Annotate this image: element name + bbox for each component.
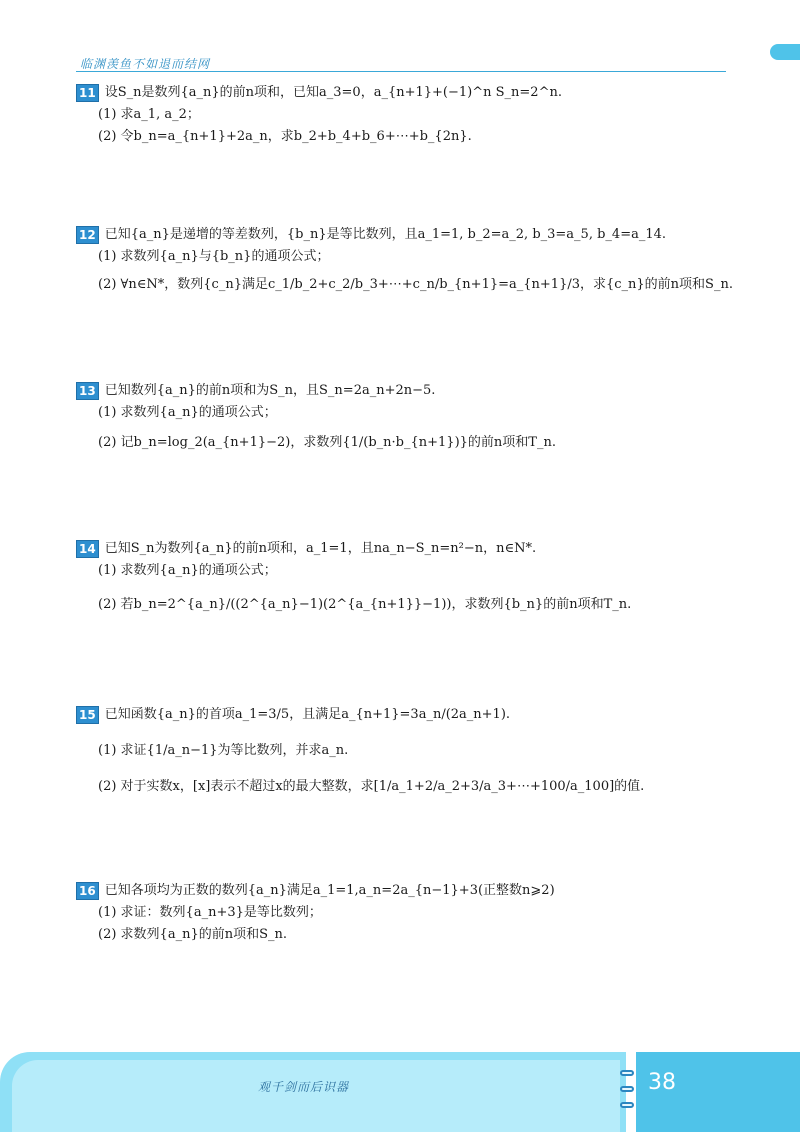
problem-number-badge: 15 bbox=[76, 706, 99, 724]
problem-text: 已知数列{a_n}的前n项和为S_n，且S_n=2a_n+2n−5. bbox=[104, 383, 436, 398]
problem-part bbox=[76, 902, 736, 924]
part-text: (1) 求数列{a_n}的通项公式； bbox=[98, 563, 277, 578]
problem-part bbox=[76, 560, 736, 582]
part-text: (2) ∀n∈N*，数列{c_n}满足c_1/b_2+c_2/b_3+⋯+c_n/b_{n+1}=a_{n+1}/3，求{c_n}的前n项和S_n. bbox=[98, 277, 733, 292]
footer-panel bbox=[12, 1060, 620, 1132]
part-text: (1) 求证{1/a_n−1}为等比数列，并求a_n. bbox=[98, 743, 349, 758]
problem-13 bbox=[76, 380, 736, 454]
binding-ring-icon bbox=[620, 1086, 634, 1092]
problem-part bbox=[76, 432, 736, 454]
problem-16 bbox=[76, 880, 736, 946]
problem-stem bbox=[76, 82, 736, 104]
problem-stem bbox=[76, 538, 736, 560]
problem-part bbox=[76, 104, 736, 126]
problem-14 bbox=[76, 538, 736, 616]
problem-stem bbox=[76, 380, 736, 402]
problem-part bbox=[76, 246, 736, 268]
problem-stem bbox=[76, 880, 736, 902]
problem-text: 已知各项均为正数的数列{a_n}满足a_1=1,a_n=2a_{n−1}+3(正整数n⩾2) bbox=[104, 883, 555, 898]
part-text: (2) 记b_n=log_2(a_{n+1}−2)，求数列{1/(b_n·b_{n+1})}的前n项和T_n. bbox=[98, 435, 556, 450]
header-title: 临渊羡鱼不如退而结网 bbox=[80, 57, 211, 71]
problem-number-badge: 14 bbox=[76, 540, 99, 558]
page-number: 38 bbox=[648, 1070, 676, 1095]
header-rule bbox=[76, 71, 726, 72]
problem-text: 已知函数{a_n}的首项a_1=3/5，且满足a_{n+1}=3a_n/(2a_n+1). bbox=[104, 707, 511, 722]
part-text: (1) 求a_1, a_2； bbox=[98, 107, 200, 122]
problem-part bbox=[76, 402, 736, 424]
part-text: (1) 求证：数列{a_n+3}是等比数列； bbox=[98, 905, 322, 920]
problem-number-badge: 12 bbox=[76, 226, 99, 244]
problem-number-badge: 16 bbox=[76, 882, 99, 900]
footer-motto: 观千剑而后识器 bbox=[258, 1080, 350, 1094]
problem-number-badge: 11 bbox=[76, 84, 99, 102]
problem-12 bbox=[76, 224, 736, 296]
problem-stem bbox=[76, 224, 736, 246]
corner-tab bbox=[770, 44, 800, 60]
problem-text: 已知{a_n}是递增的等差数列，{b_n}是等比数列，且a_1=1, b_2=a_2, b_3=a_5, b_4=a_14. bbox=[104, 227, 667, 242]
part-text: (2) 若b_n=2^{a_n}/((2^{a_n}−1)(2^{a_{n+1}}−1))，求数列{b_n}的前n项和T_n. bbox=[98, 597, 632, 612]
part-text: (2) 求数列{a_n}的前n项和S_n. bbox=[98, 927, 287, 942]
problem-number-badge: 13 bbox=[76, 382, 99, 400]
problem-text: 已知S_n为数列{a_n}的前n项和，a_1=1，且na_n−S_n=n²−n，n∈N*. bbox=[104, 541, 537, 556]
problem-text: 设S_n是数列{a_n}的前n项和，已知a_3=0，a_{n+1}+(−1)^n S_n=2^n. bbox=[104, 85, 562, 100]
part-text: (2) 对于实数x，[x]表示不超过x的最大整数，求[1/a_1+2/a_2+3/a_3+⋯+100/a_100]的值. bbox=[98, 779, 645, 794]
problem-stem bbox=[76, 704, 736, 726]
problem-part bbox=[76, 776, 736, 798]
binding-ring-icon bbox=[620, 1070, 634, 1076]
part-text: (1) 求数列{a_n}的通项公式； bbox=[98, 405, 277, 420]
problem-part bbox=[76, 594, 736, 616]
problem-part bbox=[76, 126, 736, 148]
problem-15 bbox=[76, 704, 736, 798]
problem-part bbox=[76, 740, 736, 762]
binding-ring-icon bbox=[620, 1102, 634, 1108]
part-text: (2) 令b_n=a_{n+1}+2a_n，求b_2+b_4+b_6+⋯+b_{2n}. bbox=[98, 129, 472, 144]
problem-part bbox=[76, 274, 736, 296]
part-text: (1) 求数列{a_n}与{b_n}的通项公式； bbox=[98, 249, 330, 264]
problem-11 bbox=[76, 82, 736, 148]
problem-part bbox=[76, 924, 736, 946]
